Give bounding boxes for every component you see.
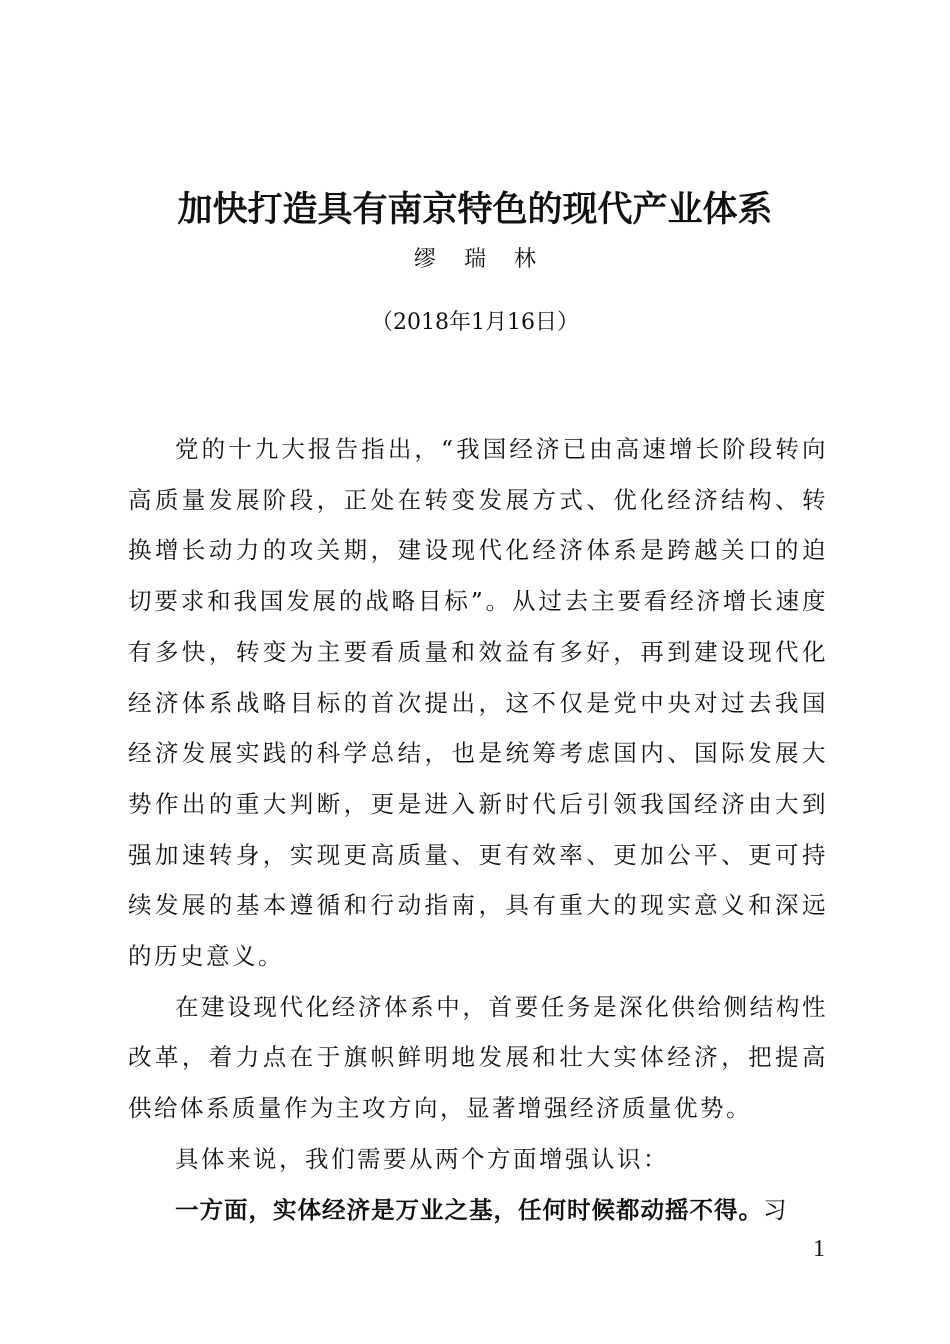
- paragraph-1: 党的十九大报告指出，“我国经济已由高速增长阶段转向高质量发展阶段，正处在转变发展方式、优化经济结构、转换增长动力的攻关期，建设现代化经济体系是跨越关口的迫切要求和我国发展的战略目标”。从过去主要看经济增长速度有多快，转变为主要看质量和效益有多好，再到建设现代化经济体系战略目标的首次提出，这不仅是党中央对过去我国经济发展实践的科学总结，也是统筹考虑国内、国际发展大势作出的重大判断，更是进入新时代后引领我国经济由大到强加速转身，实现更高质量、更有效率、更加公平、更可持续发展的基本遵循和行动指南，具有重大的现实意义和深远的历史意义。: [128, 435, 828, 971]
- document-title: 加快打造具有南京特色的现代产业体系: [177, 189, 773, 230]
- bold-lead-sentence: 一方面，实体经济是万业之基，任何时候都动摇不得。: [175, 1195, 763, 1224]
- page-number: 1: [813, 1236, 825, 1262]
- article-body: [128, 424, 828, 1235]
- author-name: 缪瑞林: [413, 247, 564, 272]
- paragraph-3: 具体来说，我们需要从两个方面增强认识：: [175, 1144, 669, 1173]
- continued-text: 习: [763, 1195, 789, 1224]
- document-date: （2018年1月16日）: [371, 310, 579, 335]
- paragraph-2: 在建设现代化经济体系中，首要任务是深化供给侧结构性改革，着力点在于旗帜鲜明地发展和壮大实体经济，把提高供给体系质量作为主攻方向，显著增强经济质量优势。: [128, 992, 828, 1123]
- paragraph-4: [128, 1185, 828, 1236]
